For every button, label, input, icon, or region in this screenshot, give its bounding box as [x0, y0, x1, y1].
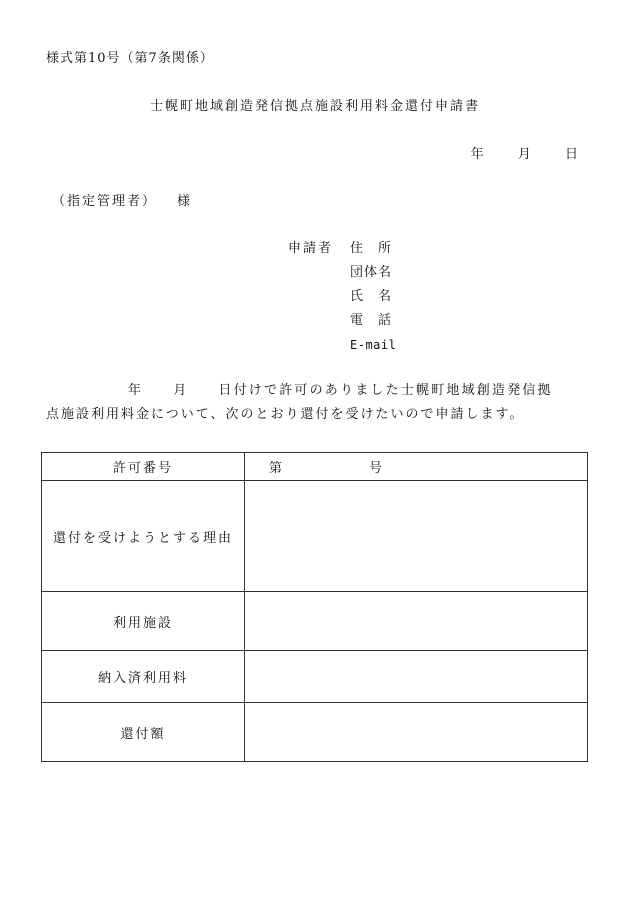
date-day: 日	[564, 147, 578, 162]
date-line	[441, 148, 578, 161]
statement-line-1	[128, 384, 553, 397]
applicant-label: 申請者	[288, 241, 334, 256]
applicant-group-label: 団体名	[350, 265, 393, 280]
table-row-facility	[42, 592, 588, 651]
form-number: 様式第10号（第7条関係）	[46, 51, 214, 66]
date-year: 年	[470, 147, 484, 162]
facility-label: 利用施設	[42, 592, 245, 651]
applicant-phone-label: 電 話	[350, 313, 393, 328]
addressee-label: （指定管理者）	[52, 194, 158, 209]
applicant-address-label: 住 所	[350, 241, 393, 256]
refund-reason-label: 還付を受けようとする理由	[42, 481, 245, 592]
date-month: 月	[517, 147, 531, 162]
statement-year: 年	[128, 383, 144, 398]
table-row-refund-amount	[42, 703, 588, 762]
statement-month: 月	[173, 383, 189, 398]
document-title: 士幌町地域創造発信拠点施設利用料金還付申請書	[149, 99, 480, 114]
table-row-reason	[42, 481, 588, 592]
facility-field[interactable]	[245, 592, 588, 651]
permit-number-label: 許可番号	[42, 453, 245, 481]
refund-amount-field[interactable]	[245, 703, 588, 762]
paid-fee-label: 納入済利用料	[42, 651, 245, 703]
statement-line-2: 点施設利用料金について、次のとおり還付を受けたいので申請します。	[46, 407, 525, 422]
paid-fee-field[interactable]	[245, 651, 588, 703]
permit-number-suffix: 号	[369, 461, 385, 476]
addressee	[52, 195, 192, 208]
permit-number-field[interactable]	[245, 453, 588, 481]
applicant-name-label: 氏 名	[350, 289, 393, 304]
addressee-honorific: 様	[177, 194, 193, 209]
refund-amount-label: 還付額	[42, 703, 245, 762]
refund-reason-field[interactable]	[245, 481, 588, 592]
statement-line-1-text: 日付けで許可のありました士幌町地域創造発信拠	[218, 383, 553, 398]
table-row-paid-fee	[42, 651, 588, 703]
applicant-email-label: E-mail	[350, 338, 397, 352]
permit-number-prefix: 第	[269, 461, 285, 476]
application-table	[41, 452, 588, 762]
table-row-permit-number	[42, 453, 588, 481]
